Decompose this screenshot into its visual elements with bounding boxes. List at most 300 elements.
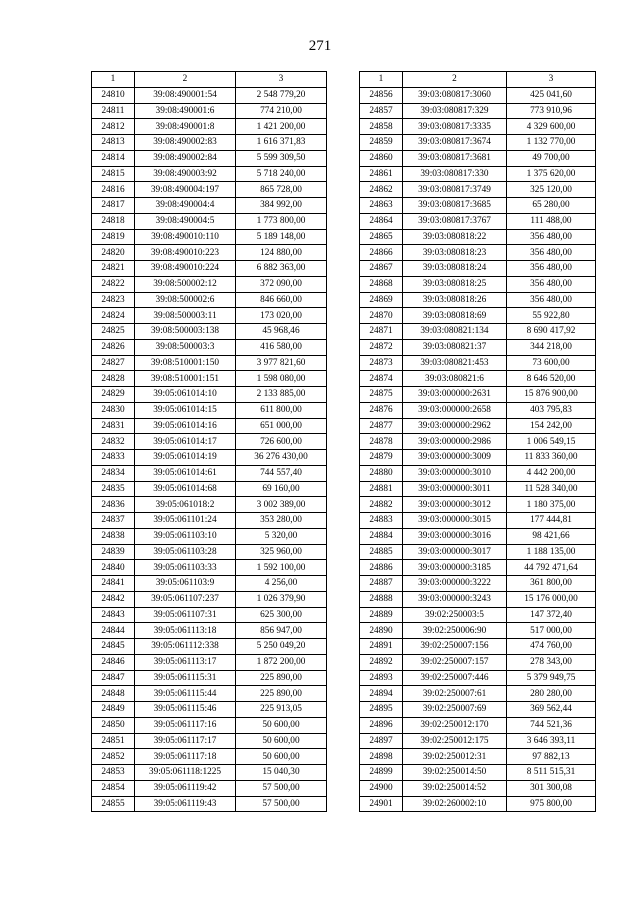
table-row: [360, 276, 596, 292]
row-number-cell: 24899: [360, 765, 403, 781]
table-row: [360, 576, 596, 592]
value-cell: 651 000,00: [236, 418, 327, 434]
cadastral-number-cell: 39:03:080821:6: [403, 371, 507, 387]
value-cell: 97 882,13: [507, 749, 596, 765]
value-cell: 384 992,00: [236, 198, 327, 214]
table-row: [92, 229, 327, 245]
row-number-cell: 24877: [360, 418, 403, 434]
column-header: 1: [92, 72, 135, 88]
value-cell: 15 040,30: [236, 765, 327, 781]
row-number-cell: 24812: [92, 119, 135, 135]
row-number-cell: 24878: [360, 434, 403, 450]
table-row: [92, 654, 327, 670]
value-cell: 3 002 389,00: [236, 497, 327, 513]
cadastral-number-cell: 39:02:250007:446: [403, 670, 507, 686]
value-cell: 517 000,00: [507, 623, 596, 639]
value-cell: 49 700,00: [507, 150, 596, 166]
value-cell: 416 580,00: [236, 339, 327, 355]
value-cell: 8 690 417,92: [507, 324, 596, 340]
value-cell: 369 562,44: [507, 702, 596, 718]
cadastral-number-cell: 39:02:250003:5: [403, 607, 507, 623]
row-number-cell: 24813: [92, 135, 135, 151]
value-cell: 44 792 471,64: [507, 560, 596, 576]
row-number-cell: 24816: [92, 182, 135, 198]
table-row: [360, 261, 596, 277]
row-number-cell: 24847: [92, 670, 135, 686]
cadastral-number-cell: 39:08:490010:224: [135, 261, 236, 277]
row-number-cell: 24895: [360, 702, 403, 718]
row-number-cell: 24854: [92, 780, 135, 796]
row-number-cell: 24841: [92, 576, 135, 592]
value-cell: 846 660,00: [236, 292, 327, 308]
row-number-cell: 24866: [360, 245, 403, 261]
value-cell: 4 256,00: [236, 576, 327, 592]
cadastral-number-cell: 39:05:061112:338: [135, 639, 236, 655]
table-row: [360, 135, 596, 151]
value-cell: 5 189 148,00: [236, 229, 327, 245]
cadastral-number-cell: 39:08:490002:83: [135, 135, 236, 151]
row-number-cell: 24843: [92, 607, 135, 623]
value-cell: 356 480,00: [507, 292, 596, 308]
row-number-cell: 24815: [92, 166, 135, 182]
row-number-cell: 24873: [360, 355, 403, 371]
row-number-cell: 24825: [92, 324, 135, 340]
row-number-cell: 24828: [92, 371, 135, 387]
row-number-cell: 24846: [92, 654, 135, 670]
row-number-cell: 24860: [360, 150, 403, 166]
table-row: [92, 465, 327, 481]
cadastral-number-cell: 39:03:000000:2631: [403, 387, 507, 403]
value-cell: 2 548 779,20: [236, 87, 327, 103]
value-cell: 111 488,00: [507, 213, 596, 229]
row-number-cell: 24869: [360, 292, 403, 308]
table-row: [360, 387, 596, 403]
table-row: [360, 213, 596, 229]
table-row: [92, 135, 327, 151]
cadastral-number-cell: 39:02:250012:175: [403, 733, 507, 749]
table-row: [360, 324, 596, 340]
table-row: [360, 355, 596, 371]
cadastral-number-cell: 39:05:061115:31: [135, 670, 236, 686]
row-number-cell: 24851: [92, 733, 135, 749]
table-row: [92, 481, 327, 497]
value-cell: 1 592 100,00: [236, 560, 327, 576]
value-cell: 865 728,00: [236, 182, 327, 198]
value-cell: 5 379 949,75: [507, 670, 596, 686]
value-cell: 15 176 000,00: [507, 591, 596, 607]
value-cell: 5 250 049,20: [236, 639, 327, 655]
row-number-cell: 24887: [360, 576, 403, 592]
row-number-cell: 24885: [360, 544, 403, 560]
value-cell: 5 718 240,00: [236, 166, 327, 182]
row-number-cell: 24858: [360, 119, 403, 135]
row-number-cell: 24863: [360, 198, 403, 214]
cadastral-number-cell: 39:05:061014:15: [135, 402, 236, 418]
cadastral-number-cell: 39:03:000000:3015: [403, 513, 507, 529]
cadastral-number-cell: 39:05:061103:10: [135, 528, 236, 544]
row-number-cell: 24880: [360, 465, 403, 481]
table-row: [92, 355, 327, 371]
row-number-cell: 24829: [92, 387, 135, 403]
cadastral-number-cell: 39:05:061113:17: [135, 654, 236, 670]
row-number-cell: 24884: [360, 528, 403, 544]
row-number-cell: 24826: [92, 339, 135, 355]
table-row: [360, 544, 596, 560]
value-cell: 57 500,00: [236, 780, 327, 796]
cadastral-number-cell: 39:05:061117:16: [135, 717, 236, 733]
cadastral-number-cell: 39:03:080817:330: [403, 166, 507, 182]
table-row: [92, 339, 327, 355]
value-cell: 356 480,00: [507, 245, 596, 261]
row-number-cell: 24836: [92, 497, 135, 513]
table-row: [360, 749, 596, 765]
cadastral-number-cell: 39:03:080818:24: [403, 261, 507, 277]
value-cell: 1 598 080,00: [236, 371, 327, 387]
value-cell: 50 600,00: [236, 717, 327, 733]
cadastral-number-cell: 39:03:080817:3335: [403, 119, 507, 135]
table-row: [92, 103, 327, 119]
cadastral-number-cell: 39:08:490004:197: [135, 182, 236, 198]
cadastral-number-cell: 39:02:250007:156: [403, 639, 507, 655]
row-number-cell: 24867: [360, 261, 403, 277]
cadastral-number-cell: 39:05:061014:10: [135, 387, 236, 403]
row-number-cell: 24833: [92, 450, 135, 466]
cadastral-number-cell: 39:08:490003:92: [135, 166, 236, 182]
row-number-cell: 24864: [360, 213, 403, 229]
value-cell: 403 795,83: [507, 402, 596, 418]
cadastral-number-cell: 39:08:490004:4: [135, 198, 236, 214]
row-number-cell: 24849: [92, 702, 135, 718]
table-row: [360, 686, 596, 702]
value-cell: 98 421,66: [507, 528, 596, 544]
table-row: [92, 560, 327, 576]
row-number-cell: 24830: [92, 402, 135, 418]
cadastral-number-cell: 39:02:260002:10: [403, 796, 507, 812]
value-cell: 744 557,40: [236, 465, 327, 481]
cadastral-number-cell: 39:08:500002:12: [135, 276, 236, 292]
value-cell: 301 300,08: [507, 780, 596, 796]
row-number-cell: 24855: [92, 796, 135, 812]
row-number-cell: 24868: [360, 276, 403, 292]
cadastral-number-cell: 39:03:000000:3009: [403, 450, 507, 466]
table-row: [92, 591, 327, 607]
value-cell: 325 120,00: [507, 182, 596, 198]
cadastral-number-cell: 39:03:080818:26: [403, 292, 507, 308]
table-row: [92, 670, 327, 686]
value-cell: 225 913,05: [236, 702, 327, 718]
table-row: [360, 450, 596, 466]
cadastral-number-cell: 39:03:080818:69: [403, 308, 507, 324]
row-number-cell: 24857: [360, 103, 403, 119]
row-number-cell: 24814: [92, 150, 135, 166]
table-row: [360, 560, 596, 576]
value-cell: 425 041,60: [507, 87, 596, 103]
table-row: [360, 639, 596, 655]
value-cell: 5 599 309,50: [236, 150, 327, 166]
value-cell: 325 960,00: [236, 544, 327, 560]
table-row: [92, 245, 327, 261]
table-row: [360, 87, 596, 103]
table-row: [360, 780, 596, 796]
column-header: 1: [360, 72, 403, 88]
table-row: [360, 371, 596, 387]
table-row: [92, 702, 327, 718]
table-row: [92, 749, 327, 765]
value-cell: 773 910,96: [507, 103, 596, 119]
value-cell: 69 160,00: [236, 481, 327, 497]
value-cell: 2 133 885,00: [236, 387, 327, 403]
table-row: [360, 198, 596, 214]
row-number-cell: 24889: [360, 607, 403, 623]
row-number-cell: 24840: [92, 560, 135, 576]
cadastral-number-cell: 39:03:000000:3222: [403, 576, 507, 592]
cadastral-number-cell: 39:08:500003:138: [135, 324, 236, 340]
value-cell: 1 375 620,00: [507, 166, 596, 182]
table-row: [360, 292, 596, 308]
table-row: [360, 623, 596, 639]
cadastral-number-cell: 39:05:061103:33: [135, 560, 236, 576]
cadastral-number-cell: 39:03:080818:23: [403, 245, 507, 261]
cadastral-number-cell: 39:08:500002:6: [135, 292, 236, 308]
right-table: [359, 71, 596, 812]
row-number-cell: 24862: [360, 182, 403, 198]
table-row: [360, 481, 596, 497]
value-cell: 1 188 135,00: [507, 544, 596, 560]
value-cell: 280 280,00: [507, 686, 596, 702]
value-cell: 124 880,00: [236, 245, 327, 261]
table-row: [92, 765, 327, 781]
table-row: [360, 465, 596, 481]
table-row: [360, 418, 596, 434]
row-number-cell: 24842: [92, 591, 135, 607]
table-row: [360, 607, 596, 623]
row-number-cell: 24838: [92, 528, 135, 544]
row-number-cell: 24874: [360, 371, 403, 387]
table-row: [360, 513, 596, 529]
table-row: [360, 229, 596, 245]
table-row: [92, 686, 327, 702]
value-cell: 856 947,00: [236, 623, 327, 639]
table-row: [360, 434, 596, 450]
value-cell: 11 528 340,00: [507, 481, 596, 497]
table-row: [92, 308, 327, 324]
table-row: [92, 418, 327, 434]
value-cell: 356 480,00: [507, 261, 596, 277]
cadastral-number-cell: 39:03:000000:2986: [403, 434, 507, 450]
value-cell: 1 773 800,00: [236, 213, 327, 229]
value-cell: 65 280,00: [507, 198, 596, 214]
table-row: [92, 292, 327, 308]
cadastral-number-cell: 39:05:061115:46: [135, 702, 236, 718]
value-cell: 36 276 430,00: [236, 450, 327, 466]
row-number-cell: 24824: [92, 308, 135, 324]
cadastral-number-cell: 39:03:080818:25: [403, 276, 507, 292]
row-number-cell: 24883: [360, 513, 403, 529]
value-cell: 353 280,00: [236, 513, 327, 529]
value-cell: 1 421 200,00: [236, 119, 327, 135]
cadastral-number-cell: 39:03:080821:134: [403, 324, 507, 340]
value-cell: 50 600,00: [236, 733, 327, 749]
row-number-cell: 24827: [92, 355, 135, 371]
cadastral-number-cell: 39:05:061014:68: [135, 481, 236, 497]
table-row: [92, 497, 327, 513]
cadastral-number-cell: 39:05:061014:17: [135, 434, 236, 450]
row-number-cell: 24852: [92, 749, 135, 765]
table-row: [360, 717, 596, 733]
row-number-cell: 24848: [92, 686, 135, 702]
value-cell: 6 882 363,00: [236, 261, 327, 277]
value-cell: 726 600,00: [236, 434, 327, 450]
value-cell: 356 480,00: [507, 229, 596, 245]
cadastral-number-cell: 39:08:490001:6: [135, 103, 236, 119]
cadastral-number-cell: 39:03:080817:3767: [403, 213, 507, 229]
value-cell: 225 890,00: [236, 670, 327, 686]
value-cell: 474 760,00: [507, 639, 596, 655]
left-table: [91, 71, 327, 812]
cadastral-number-cell: 39:08:490002:84: [135, 150, 236, 166]
cadastral-number-cell: 39:03:080817:329: [403, 103, 507, 119]
table-row: [92, 576, 327, 592]
row-number-cell: 24876: [360, 402, 403, 418]
value-cell: 774 210,00: [236, 103, 327, 119]
row-number-cell: 24832: [92, 434, 135, 450]
table-row: [360, 733, 596, 749]
cadastral-number-cell: 39:05:061103:9: [135, 576, 236, 592]
cadastral-number-cell: 39:05:061014:61: [135, 465, 236, 481]
table-row: [360, 654, 596, 670]
table-row: [92, 434, 327, 450]
table-row: [360, 308, 596, 324]
row-number-cell: 24819: [92, 229, 135, 245]
row-number-cell: 24894: [360, 686, 403, 702]
table-row: [360, 591, 596, 607]
value-cell: 4 442 200,00: [507, 465, 596, 481]
cadastral-number-cell: 39:05:061118:1225: [135, 765, 236, 781]
table-row: [92, 717, 327, 733]
row-number-cell: 24893: [360, 670, 403, 686]
cadastral-number-cell: 39:02:250014:50: [403, 765, 507, 781]
cadastral-number-cell: 39:08:510001:150: [135, 355, 236, 371]
table-row: [360, 182, 596, 198]
row-number-cell: 24853: [92, 765, 135, 781]
row-number-cell: 24896: [360, 717, 403, 733]
cadastral-number-cell: 39:03:000000:3185: [403, 560, 507, 576]
table-row: [92, 87, 327, 103]
row-number-cell: 24898: [360, 749, 403, 765]
row-number-cell: 24831: [92, 418, 135, 434]
table-row: [360, 765, 596, 781]
cadastral-number-cell: 39:08:490001:8: [135, 119, 236, 135]
cadastral-number-cell: 39:05:061018:2: [135, 497, 236, 513]
table-row: [92, 276, 327, 292]
table-row: [360, 528, 596, 544]
cadastral-number-cell: 39:03:080817:3674: [403, 135, 507, 151]
value-cell: 1 872 200,00: [236, 654, 327, 670]
value-cell: 344 218,00: [507, 339, 596, 355]
value-cell: 73 600,00: [507, 355, 596, 371]
cadastral-number-cell: 39:08:490004:5: [135, 213, 236, 229]
table-row: [360, 339, 596, 355]
table-row: [360, 402, 596, 418]
row-number-cell: 24856: [360, 87, 403, 103]
cadastral-number-cell: 39:03:080821:453: [403, 355, 507, 371]
row-number-cell: 24871: [360, 324, 403, 340]
value-cell: 1 006 549,15: [507, 434, 596, 450]
table-row: [92, 733, 327, 749]
value-cell: 356 480,00: [507, 276, 596, 292]
table-row: [92, 371, 327, 387]
cadastral-number-cell: 39:08:510001:151: [135, 371, 236, 387]
row-number-cell: 24870: [360, 308, 403, 324]
row-number-cell: 24900: [360, 780, 403, 796]
value-cell: 3 977 821,60: [236, 355, 327, 371]
value-cell: 57 500,00: [236, 796, 327, 812]
column-header: 2: [403, 72, 507, 88]
value-cell: 611 800,00: [236, 402, 327, 418]
cadastral-number-cell: 39:02:250006:90: [403, 623, 507, 639]
column-header: 3: [507, 72, 596, 88]
table-row: [92, 796, 327, 812]
value-cell: 3 646 393,11: [507, 733, 596, 749]
row-number-cell: 24859: [360, 135, 403, 151]
table-header-row: [92, 72, 327, 88]
cadastral-number-cell: 39:03:080817:3749: [403, 182, 507, 198]
cadastral-number-cell: 39:05:061119:42: [135, 780, 236, 796]
row-number-cell: 24817: [92, 198, 135, 214]
table-row: [92, 639, 327, 655]
table-row: [360, 150, 596, 166]
row-number-cell: 24881: [360, 481, 403, 497]
row-number-cell: 24892: [360, 654, 403, 670]
table-row: [92, 198, 327, 214]
table-row: [360, 166, 596, 182]
cadastral-number-cell: 39:08:490001:54: [135, 87, 236, 103]
table-row: [92, 402, 327, 418]
cadastral-number-cell: 39:03:000000:2962: [403, 418, 507, 434]
cadastral-number-cell: 39:02:250007:157: [403, 654, 507, 670]
cadastral-number-cell: 39:05:061107:31: [135, 607, 236, 623]
value-cell: 45 968,46: [236, 324, 327, 340]
value-cell: 744 521,36: [507, 717, 596, 733]
table-row: [92, 780, 327, 796]
cadastral-number-cell: 39:05:061113:18: [135, 623, 236, 639]
value-cell: 154 242,00: [507, 418, 596, 434]
row-number-cell: 24839: [92, 544, 135, 560]
cadastral-number-cell: 39:02:250012:170: [403, 717, 507, 733]
row-number-cell: 24823: [92, 292, 135, 308]
row-number-cell: 24837: [92, 513, 135, 529]
value-cell: 5 320,00: [236, 528, 327, 544]
table-row: [92, 513, 327, 529]
cadastral-number-cell: 39:03:000000:3012: [403, 497, 507, 513]
value-cell: 173 020,00: [236, 308, 327, 324]
cadastral-number-cell: 39:08:490010:110: [135, 229, 236, 245]
table-row: [92, 607, 327, 623]
row-number-cell: 24882: [360, 497, 403, 513]
row-number-cell: 24820: [92, 245, 135, 261]
cadastral-number-cell: 39:05:061014:16: [135, 418, 236, 434]
value-cell: 1 616 371,83: [236, 135, 327, 151]
cadastral-number-cell: 39:03:000000:3243: [403, 591, 507, 607]
cadastral-number-cell: 39:03:080817:3060: [403, 87, 507, 103]
value-cell: 8 646 520,00: [507, 371, 596, 387]
cadastral-number-cell: 39:08:500003:11: [135, 308, 236, 324]
cadastral-number-cell: 39:03:080817:3681: [403, 150, 507, 166]
table-row: [92, 324, 327, 340]
row-number-cell: 24861: [360, 166, 403, 182]
cadastral-number-cell: 39:05:061103:28: [135, 544, 236, 560]
table-row: [92, 623, 327, 639]
